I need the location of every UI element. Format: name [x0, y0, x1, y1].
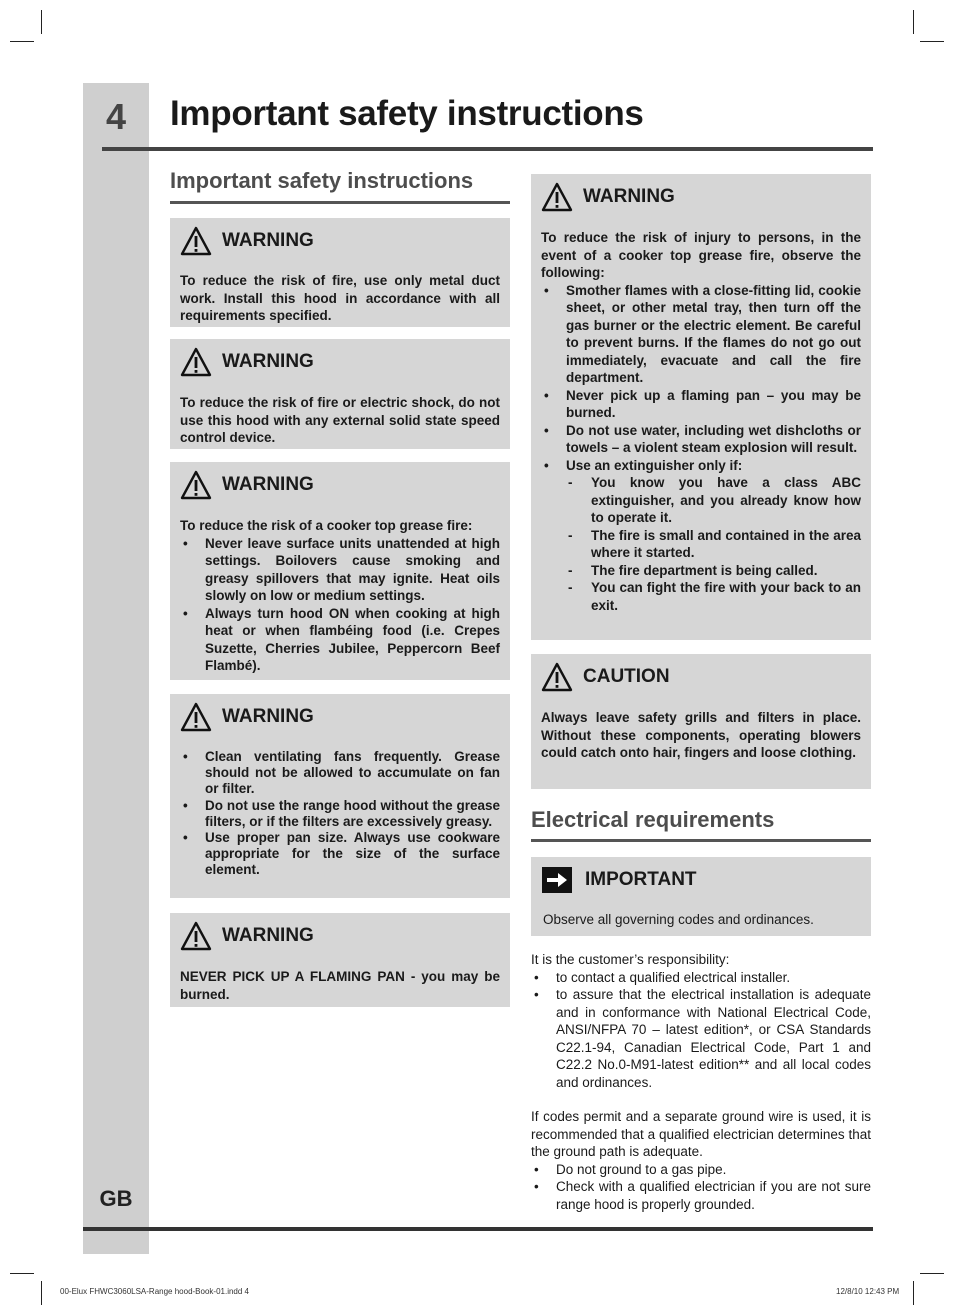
responsibility-intro: It is the customer’s responsibility:	[531, 952, 730, 967]
warning-label: WARNING	[583, 186, 675, 207]
sub-list-item: - The fire is small and contained in the area where it started.	[566, 527, 861, 562]
crop-mark	[10, 41, 34, 42]
chapter-sidebar	[83, 83, 149, 1254]
list-item: • Never leave surface units unattended at high settings. Boilovers cause smoking and greasy spillovers that may ignite. Heat oils slowly on low or medium settings.	[180, 535, 500, 605]
list-item: • Check with a qualified electrician if you are not sure range hood is properly grounded.	[531, 1178, 871, 1213]
warning-text: NEVER PICK UP A FLAMING PAN - you may be burned.	[180, 969, 500, 1002]
warning-triangle-icon	[180, 921, 212, 951]
warning-label: WARNING	[222, 474, 314, 495]
warning-text: To reduce the risk of fire, use only metal duct work. Install this hood in accordance with all requirements specified.	[180, 273, 500, 323]
warning-intro: To reduce the risk of a cooker top grease fire:	[180, 518, 473, 533]
caution-label: CAUTION	[583, 666, 670, 687]
list-item: • Always turn hood ON when cooking at high heat or when flambéing food (i.e. Crepes Suzette, Cherries Jubilee, Peppercorn Beef Flambé).	[180, 605, 500, 675]
warning-triangle-icon	[180, 470, 212, 500]
warning-text: To reduce the risk of fire or electric shock, do not use this hood with any external solid state speed control device.	[180, 395, 500, 445]
list-item: • Smother flames with a close-fitting lid, cookie sheet, or other metal tray, then turn off the gas burner or the electric element. Be careful to prevent burns. If the flames do not go out immediately, evacuate and call the fire department.	[541, 282, 861, 387]
bottom-divider	[83, 1227, 873, 1231]
crop-mark	[920, 41, 944, 42]
responsibility-list	[531, 969, 871, 1092]
ground-list	[531, 1161, 871, 1214]
important-label: IMPORTANT	[585, 869, 697, 890]
list-item: • Do not use the range hood without the grease filters, or if the filters are excessively greasy.	[180, 798, 500, 830]
caution-text: Always leave safety grills and filters in place. Without these components, operating blowers could catch onto hair, fingers and loose clothing.	[541, 710, 861, 760]
warning-label: WARNING	[222, 706, 314, 727]
caution-box	[531, 654, 871, 789]
warning-box-5	[170, 913, 510, 1007]
list-item: • Clean ventilating fans frequently. Grease should not be allowed to accumulate on fan or filter.	[180, 749, 500, 798]
warning-box-2	[170, 339, 510, 449]
warning-triangle-icon	[180, 702, 212, 732]
sub-list-item: - You know you have a class ABC extinguisher, and you already know how to operate it.	[566, 474, 861, 527]
warning-intro: To reduce the risk of injury to persons, in the event of a cooker top grease fire, observe the following:	[541, 230, 861, 280]
warning-box-4	[170, 694, 510, 898]
warning-triangle-icon	[541, 182, 573, 212]
section-divider	[170, 201, 510, 204]
warning-box-grease-fire	[531, 174, 871, 640]
crop-mark	[913, 1281, 914, 1305]
warning-triangle-icon	[180, 347, 212, 377]
ground-paragraph: If codes permit and a separate ground wire is used, it is recommended that a qualified electrician determines that the ground path is adequate.	[531, 1109, 871, 1159]
warning-box-1	[170, 218, 510, 327]
warning-label: WARNING	[222, 925, 314, 946]
crop-mark	[41, 1281, 42, 1305]
footer-file-info: 00-Elux FHWC3060LSA-Range hood-Book-01.indd 4	[60, 1287, 249, 1296]
crop-mark	[920, 1273, 944, 1274]
sub-list	[566, 474, 861, 614]
important-text: Observe all governing codes and ordinances.	[543, 912, 814, 927]
list-item: • to assure that the electrical installation is adequate and in conformance with National Electrical Code, ANSI/NFPA 70 – latest edition*, or CSA Standards C22.1-94, Canadian Electrical Code, Part 1 and C22.2 No.0-M91-latest edition** and all local codes and ordinances.	[531, 986, 871, 1091]
warning-label: WARNING	[222, 351, 314, 372]
arrow-right-icon	[541, 865, 573, 895]
footer-timestamp: 12/8/10 12:43 PM	[836, 1287, 900, 1296]
sub-list-item: - The fire department is being called.	[566, 562, 861, 580]
list-item	[541, 457, 861, 615]
list-item: • Do not use water, including wet dishcloths or towels – a violent steam explosion will result.	[541, 422, 861, 457]
warning-list	[180, 535, 500, 675]
list-item: • Never pick up a flaming pan – you may be burned.	[541, 387, 861, 422]
crop-mark	[913, 10, 914, 34]
chapter-number: 4	[105, 96, 127, 137]
crop-mark	[41, 10, 42, 34]
warning-label: WARNING	[222, 230, 314, 251]
list-item: • Use proper pan size. Always use cookware appropriate for the size of the surface element.	[180, 830, 500, 879]
warning-triangle-icon	[541, 662, 573, 692]
title-divider	[102, 147, 873, 151]
section-heading-safety: Important safety instructions	[170, 168, 474, 193]
warning-box-3	[170, 462, 510, 680]
sub-list-item: - You can fight the fire with your back to an exit.	[566, 579, 861, 614]
warning-triangle-icon	[180, 226, 212, 256]
warning-list	[180, 749, 500, 879]
language-label: GB	[99, 1186, 133, 1211]
section-divider	[531, 839, 871, 842]
list-item: • Do not ground to a gas pipe.	[531, 1161, 871, 1179]
page-title: Important safety instructions	[170, 94, 644, 133]
electrical-body	[531, 951, 871, 1213]
section-heading-electrical: Electrical requirements	[531, 807, 775, 832]
list-item: • to contact a qualified electrical installer.	[531, 969, 871, 987]
crop-mark	[10, 1273, 34, 1274]
warning-list	[541, 282, 861, 615]
important-box	[531, 857, 871, 936]
list-item-text: Use an extinguisher only if:	[566, 457, 743, 473]
